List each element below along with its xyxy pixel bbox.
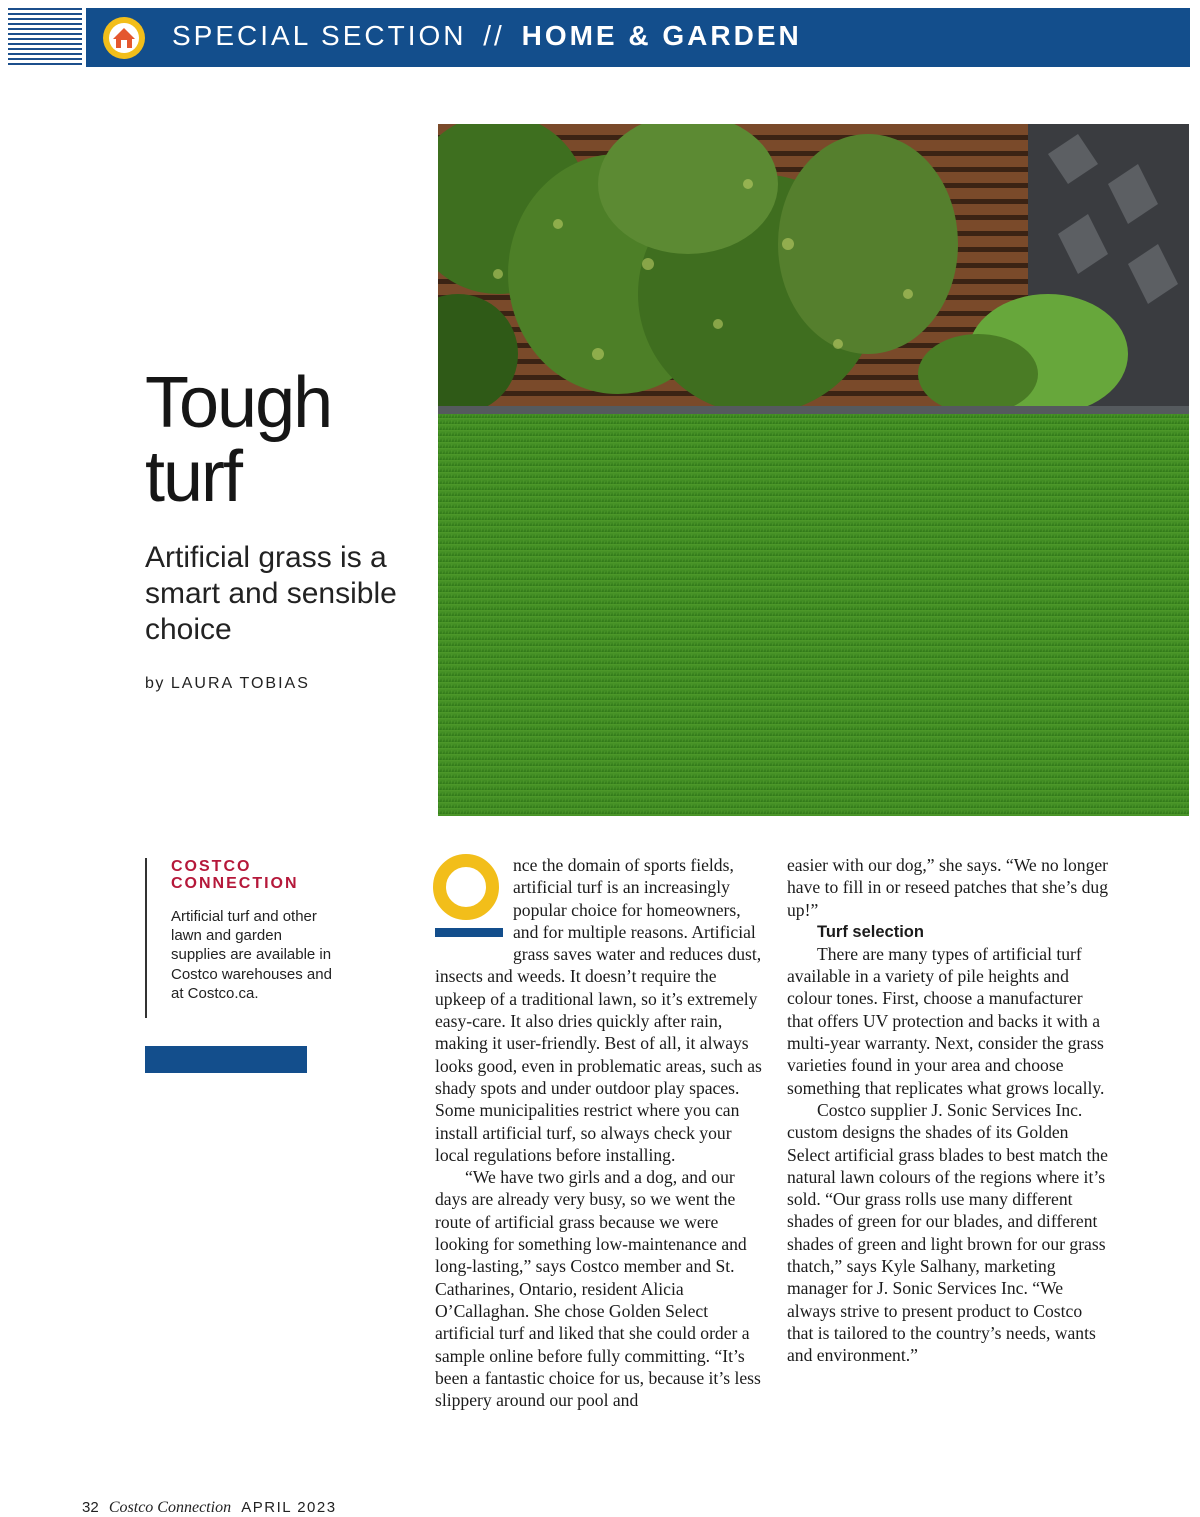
dropcap-ring-icon <box>433 854 499 920</box>
section-name: HOME & GARDEN <box>521 20 802 51</box>
paragraph-3: easier with our dog,” she says. “We no longer have to fill in or reseed patches that she’s dug up!” <box>787 855 1109 920</box>
section-label: SPECIAL SECTION <box>172 20 467 51</box>
subhead-turf-selection: Turf selection <box>817 922 924 941</box>
article-title: Tough turf <box>145 363 332 517</box>
byline-author: LAURA TOBIAS <box>170 675 310 692</box>
section-header-title <box>172 20 802 52</box>
hero-photo-artificial-grass <box>438 124 1189 816</box>
costco-connection-sidebar <box>145 858 341 1018</box>
section-separator: // <box>483 20 505 51</box>
issue-date: APRIL 2023 <box>241 1499 337 1516</box>
dropcap-letter <box>435 854 436 876</box>
paragraph-4: There are many types of artificial turf available in a variety of pile heights and colour tones. First, choose a manufacturer that offers UV protection and backs it with a multi-year warranty. Next, consider the grass varieties found in your area and choose something that replicates what grows locally. <box>787 943 1105 1098</box>
article-dek: Artificial grass is a smart and sensible choice <box>145 541 397 646</box>
sidebar-body: Artificial turf and other lawn and garden supplies are available in Costco warehouses and at Costco.ca. <box>171 908 332 1002</box>
page-number: 32 <box>82 1499 99 1516</box>
paragraph-1: nce the domain of sports fields, artificial turf is an increasingly popular choice for homeowners, and for multiple reasons. Artificial grass saves water and reduces dust, insects and weeds. It doesn’t require the upkeep of a traditional lawn, so it’s extremely easy-care. It also dries quickly after rain, making it user-friendly. Best of all, it always looks good, even in problematic areas, such as shady spots and under outdoor play spaces. Some municipalities restrict where you can install artificial turf, so always check your local regulations before installing. <box>435 855 762 1165</box>
sidebar-accent-bar <box>145 1046 307 1073</box>
header-stripes-decoration <box>8 8 82 66</box>
byline <box>145 675 310 693</box>
paragraph-2: “We have two girls and a dog, and our days are already very busy, so we went the route of artificial grass because we were looking for something low-maintenance and long-lasting,” says Costco member and St. Catharines, Ontario, resident Alicia O’Callaghan. She chose Golden Select artificial turf and liked that she could order a sample online before fully committing. “It’s been a fantastic choice for us, because it’s less slippery around our pool and <box>435 1167 761 1411</box>
page-footer <box>82 1499 337 1517</box>
dropcap-underline <box>435 928 503 937</box>
dropcap <box>435 854 509 944</box>
paragraph-5: Costco supplier J. Sonic Services Inc. custom designs the shades of its Golden Select artificial grass blades to best match the natural lawn colours of the regions where it’s sold. “Our grass rolls use many different shades of green for our blades, and different shades of green and light brown for our grass thatch,” says Kyle Salhany, marketing manager for J. Sonic Services Inc. “We always strive to present product to Costco that is tailored to the country’s needs, wants and environment.” <box>787 1099 1108 1366</box>
section-header-band <box>86 8 1190 67</box>
sidebar-heading: COSTCO CONNECTION <box>171 858 299 892</box>
article-column-2 <box>787 854 1112 1367</box>
home-icon <box>102 16 146 60</box>
magazine-name: Costco Connection <box>108 1499 232 1516</box>
byline-prefix: by <box>145 675 165 692</box>
article-column-1 <box>435 854 765 1411</box>
